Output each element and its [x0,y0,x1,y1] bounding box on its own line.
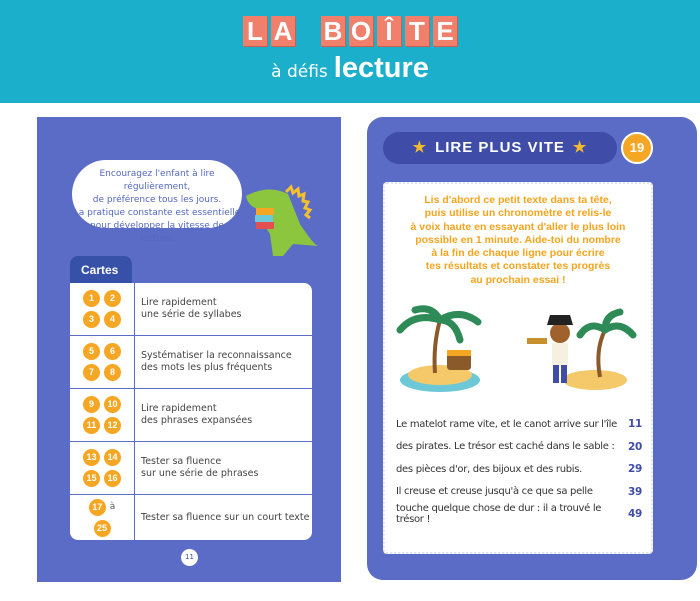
subtitle-big: lecture [333,52,429,84]
story-text: touche quelque chose de dur : il a trouvé le trésor ! [396,503,602,526]
description-line: des mots les plus fréquents [141,362,273,373]
card-numbers [70,442,135,494]
cards-table [70,283,312,540]
pirate-island-illustration [395,305,640,400]
card-numbers [70,495,135,540]
title-letter: E [433,16,457,46]
story-lines [396,413,642,526]
word-count: 29 [627,463,642,476]
table-row [70,283,312,336]
story-line [396,481,642,504]
card-number-badge: 16 [104,470,121,487]
title-letter: A [271,16,295,46]
word-count: 11 [627,418,642,431]
instruction-line: à la fin de chaque ligne pour écrire [431,247,605,260]
card-number-badge: 9 [83,396,100,413]
bubble-line: de préférence tous les jours. [92,195,222,205]
page-number: 11 [181,549,198,566]
subtitle-small: à défis [271,62,328,82]
header-banner [0,0,700,103]
card-number-badge: 12 [104,417,121,434]
card-number-badge: 2 [104,290,121,307]
card-title-text: LIRE PLUS VITE [435,139,565,156]
description-line: Lire rapidement [141,297,217,308]
row-description [135,403,252,427]
description-line: Lire rapidement [141,403,217,414]
card-number-badge: 6 [104,343,121,360]
card-number-badge: 17 [89,499,106,516]
card-number-badge: 4 [104,311,121,328]
card-numbers [70,283,135,335]
row-description [135,512,310,524]
card-number-badge: 10 [104,396,121,413]
title-letter: Î [377,16,401,46]
table-row [70,336,312,389]
card-numbers [70,336,135,388]
instruction-line: Lis d'abord ce petit texte dans ta tête, [424,194,612,206]
card-number-badge: 8 [104,364,121,381]
card-number-badge: 15 [83,470,100,487]
bubble-line: La pratique constante est essentielle [73,208,241,218]
card-number-badge: 1 [83,290,100,307]
description-line: Tester sa fluence sur un court texte [141,511,310,523]
speech-bubble [72,160,242,244]
instruction-line: puis utilise un chronomètre et relis-le [424,207,612,220]
word-count: 39 [627,485,642,498]
card-number-badge: 13 [83,449,100,466]
card-number-badge: 14 [104,449,121,466]
card-number-badge: 7 [83,364,100,381]
bubble-line: pour développer la vitesse de lecture. [90,221,224,244]
card-number-badge: 19 [621,132,653,164]
card-number-badge: 11 [83,417,100,434]
row-description [135,350,292,374]
description-line: Tester sa fluence [141,456,222,467]
cartes-tab: Cartes [70,256,132,284]
table-row [70,389,312,442]
story-text: Il creuse et creuse jusqu'à ce que sa pelle [396,486,593,498]
row-description [135,456,258,480]
story-line [396,503,642,526]
word-count: 49 [627,508,642,521]
card-number-badge: 3 [83,311,100,328]
subtitle [0,52,700,85]
instruction-line: au prochain essai ! [470,273,566,286]
card-title [383,132,617,164]
instructions [383,194,653,287]
story-text: Le matelot rame vite, et le canot arrive sur l'île [396,418,617,430]
story-line [396,436,642,459]
crocodile-illustration [238,184,323,259]
range-word: à [109,501,116,512]
description-line: des phrases expansées [141,415,253,426]
instruction-line: à voix haute en essayant d'aller le plus loin [410,220,626,233]
story-text: des pièces d'or, des bijoux et des rubis. [396,463,583,475]
row-description [135,297,242,321]
star-icon: ★ [572,139,588,156]
description-line: Systématiser la reconnaissance [141,350,292,361]
bubble-line: Encouragez l'enfant à lire régulièrement, [99,169,215,192]
description-line: sur une série de phrases [141,468,259,479]
story-text: des pirates. Le trésor est caché dans le sable : [396,441,615,453]
title-letter: O [350,16,372,46]
instruction-line: tes résultats et constater tes progrès [425,260,611,273]
card-number-badge: 5 [83,343,100,360]
story-line [396,413,642,436]
description-line: une série de syllabes [141,309,242,320]
word-count: 20 [627,440,642,453]
table-row [70,442,312,495]
card-numbers [70,389,135,441]
story-line [396,458,642,481]
star-icon: ★ [412,139,428,156]
title-letter: L [243,16,267,46]
title-logo [0,16,700,46]
instruction-line: possible en 1 minute. Aide-toi du nombre [415,233,621,246]
table-row [70,495,312,540]
card-number-badge: 25 [94,520,111,537]
title-letter: B [321,16,345,46]
title-letter: T [405,16,429,46]
